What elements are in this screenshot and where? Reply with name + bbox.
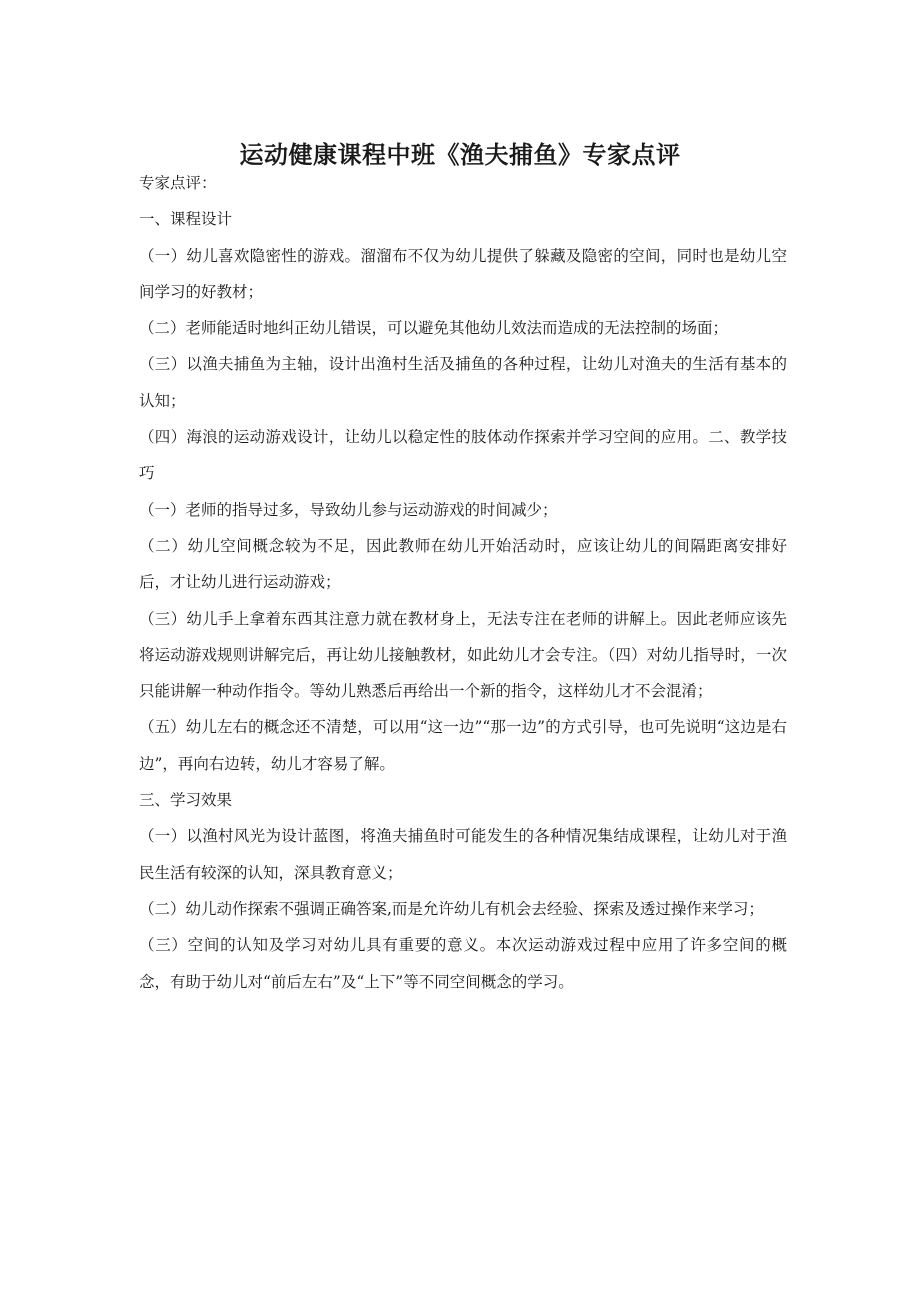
paragraph: （一）幼儿喜欢隐密性的游戏。溜溜布不仅为幼儿提供了躲藏及隐密的空间，同时也是幼儿空间学习的好教材； bbox=[139, 246, 787, 301]
paragraph: （二）幼儿空间概念较为不足，因此教师在幼儿开始活动时，应该让幼儿的间隔距离安排好后，才让幼儿进行运动游戏； bbox=[139, 536, 787, 592]
paragraph: （三）以渔夫捕鱼为主轴，设计出渔村生活及捕鱼的各种过程，让幼儿对渔夫的生活有基本的认知； bbox=[139, 355, 787, 410]
paragraph: （二）幼儿动作探索不强调正确答案,而是允许幼儿有机会去经验、探索及透过操作来学习； bbox=[139, 899, 764, 918]
paragraph: （四）海浪的运动游戏设计，让幼儿以稳定性的肢体动作探索并学习空间的应用。二、教学技巧 bbox=[139, 428, 787, 483]
paragraph: （二）老师能适时地纠正幼儿错误，可以避免其他幼儿效法而造成的无法控制的场面； bbox=[139, 319, 729, 338]
paragraph-review-label: 专家点评： bbox=[139, 174, 217, 192]
paragraph: （一）老师的指导过多，导致幼儿参与运动游戏的时间减少； bbox=[139, 500, 558, 519]
paragraph: （三）空间的认知及学习对幼儿具有重要的意义。本次运动游戏过程中应用了许多空间的概念，有助于幼儿对“前后左右”及“上下”等不同空间概念的学习。 bbox=[139, 936, 787, 991]
paragraph: （三）幼儿手上拿着东西其注意力就在教材身上，无法专注在老师的讲解上。因此老师应该先将运动游戏规则讲解完后，再让幼儿接触教材，如此幼儿才会专注。（四）对幼儿指导时，一次只能讲解一种动作指令。等幼儿熟悉后再给出一个新的指令，这样幼儿才不会混淆； bbox=[139, 609, 787, 701]
paragraph: （五）幼儿左右的概念还不清楚，可以用“这一边”“那一边”的方式引导，也可先说明“这边是右边”，再向右边转，幼儿才容易了解。 bbox=[139, 718, 787, 773]
paragraph: （一）以渔村风光为设计蓝图，将渔夫捕鱼时可能发生的各种情况集结成课程，让幼儿对于渔民生活有较深的认知，深具教育意义； bbox=[139, 827, 787, 882]
document-body bbox=[139, 165, 787, 1000]
section-heading-course-design: 一、课程设计 bbox=[139, 210, 233, 229]
document-title: 运动健康课程中班《渔夫捕鱼》专家点评 bbox=[239, 140, 681, 170]
section-heading-learning-outcomes: 三、学习效果 bbox=[139, 791, 233, 810]
